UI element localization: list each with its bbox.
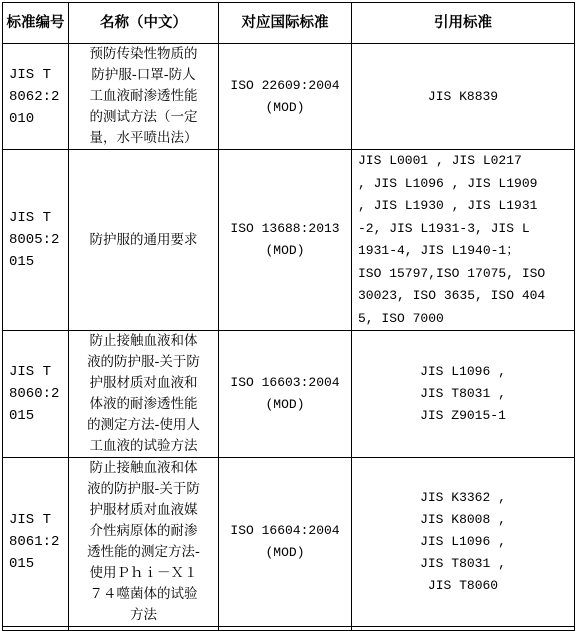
- table-row: [3, 458, 575, 627]
- empty-cell: [352, 627, 575, 631]
- empty-cell: [69, 627, 219, 631]
- code-line: JIS T: [9, 210, 52, 226]
- code-line: 010: [9, 110, 35, 127]
- standard-code-cell: [3, 150, 69, 331]
- name-line: 的测定方法-使用人: [87, 417, 200, 433]
- iso-line: (MOD): [265, 99, 305, 115]
- ref-line: JIS K3362 ,: [420, 490, 506, 505]
- standard-name-cell: [69, 150, 219, 331]
- standard-name-cell: [69, 331, 219, 458]
- iso-line: ISO 16603:2004: [230, 375, 340, 390]
- name-line: 防止接触血液和体: [89, 333, 198, 349]
- iso-line: ISO 22609:2004: [230, 77, 340, 93]
- table-row: [3, 150, 575, 331]
- name-line: 方法: [130, 607, 157, 623]
- code-line: 8062:2: [9, 88, 60, 105]
- standard-name-cell: [69, 44, 219, 150]
- ref-line: , JIS L1930 , JIS L1931: [358, 198, 538, 213]
- iso-line: ISO 16604:2004: [230, 523, 340, 538]
- iso-standard-cell: [219, 150, 352, 331]
- name-line: 护服材质对血液媒: [89, 502, 198, 518]
- code-line: 015: [9, 556, 35, 572]
- name-line: 工血液耐渗透性能: [89, 88, 198, 104]
- name-line: 介性病原体的耐渗: [89, 523, 198, 539]
- iso-line: ISO 13688:2013: [230, 221, 340, 236]
- name-line: 护服材质对血液和: [89, 375, 198, 391]
- name-line: 透性能的测定方法-: [87, 544, 200, 560]
- name-line: 防护服的通用要求: [89, 231, 198, 248]
- empty-cell: [3, 627, 69, 631]
- header-row: [3, 3, 575, 44]
- ref-line: JIS Z9015-1: [420, 408, 506, 423]
- standard-code-cell: [3, 44, 69, 150]
- standard-name-cell: [69, 458, 219, 627]
- code-line: JIS T: [9, 66, 52, 83]
- referenced-standards-cell: [352, 458, 575, 627]
- ref-line: 1931-4, JIS L1940-1；: [358, 243, 520, 258]
- ref-line: JIS L0001 , JIS L0217: [358, 153, 522, 168]
- code-line: 015: [9, 408, 35, 424]
- iso-standard-cell: [219, 458, 352, 627]
- iso-line: (MOD): [265, 545, 305, 560]
- ref-line: JIS L1096 ,: [420, 364, 506, 379]
- ref-line: JIS K8008 ,: [420, 512, 506, 527]
- code-line: 8060:2: [9, 386, 60, 402]
- standard-code-cell: [3, 458, 69, 627]
- table-row: [3, 44, 575, 150]
- iso-line: (MOD): [265, 397, 305, 412]
- ref-line: JIS T8060: [427, 578, 499, 593]
- ref-line: JIS L1096 ,: [420, 534, 506, 549]
- name-line: 预防传染性物质的: [89, 46, 198, 62]
- referenced-standards-cell: [352, 150, 575, 331]
- name-line: 防止接触血液和体: [89, 460, 198, 476]
- name-line: 体液的耐渗透性能: [89, 396, 198, 412]
- name-line: ７４噬菌体的试验: [89, 586, 198, 602]
- ref-line: , JIS L1096 , JIS L1909: [358, 175, 538, 191]
- code-line: 8005:2: [9, 232, 60, 248]
- code-line: JIS T: [9, 512, 52, 528]
- header-code: 标准编号: [3, 3, 69, 44]
- referenced-standards-cell: [352, 331, 575, 458]
- code-line: JIS T: [9, 364, 52, 380]
- code-line: 8061:2: [9, 534, 60, 550]
- name-line: 使用Ｐｈｉ－Ｘ１: [89, 565, 198, 581]
- ref-line: JIS T8031 ,: [420, 556, 506, 571]
- referenced-standards-cell: [352, 44, 575, 150]
- header-name: 名称（中文）: [69, 3, 219, 44]
- name-line: 防护服-口罩-防人: [91, 67, 196, 83]
- standard-code-cell: [3, 331, 69, 458]
- header-iso: 对应国际标准: [219, 3, 352, 44]
- table-row-partial: [3, 627, 575, 631]
- ref-line: 5, ISO 7000: [358, 310, 444, 326]
- iso-standard-cell: [219, 44, 352, 150]
- name-line: 工血液的试验方法: [89, 438, 198, 454]
- standards-table: [2, 2, 575, 631]
- empty-cell: [219, 627, 352, 631]
- table-row: [3, 331, 575, 458]
- name-line: 液的防护服-关于防: [87, 354, 200, 370]
- iso-standard-cell: [219, 331, 352, 458]
- name-line: 的测试方法（一定: [89, 109, 198, 125]
- ref-line: 30023, ISO 3635, ISO 404: [358, 288, 546, 303]
- ref-line: JIS T8031 ,: [420, 386, 506, 401]
- name-line: 液的防护服-关于防: [87, 481, 200, 497]
- code-line: 015: [9, 254, 35, 270]
- ref-line: ISO 15797,ISO 17075, ISO: [358, 265, 546, 281]
- header-refs: 引用标准: [352, 3, 575, 44]
- iso-line: (MOD): [265, 243, 305, 258]
- ref-line: JIS K8839: [427, 88, 499, 104]
- name-line: 量，水平喷出法）: [89, 130, 198, 146]
- ref-line: -2, JIS L1931-3, JIS L: [358, 220, 530, 236]
